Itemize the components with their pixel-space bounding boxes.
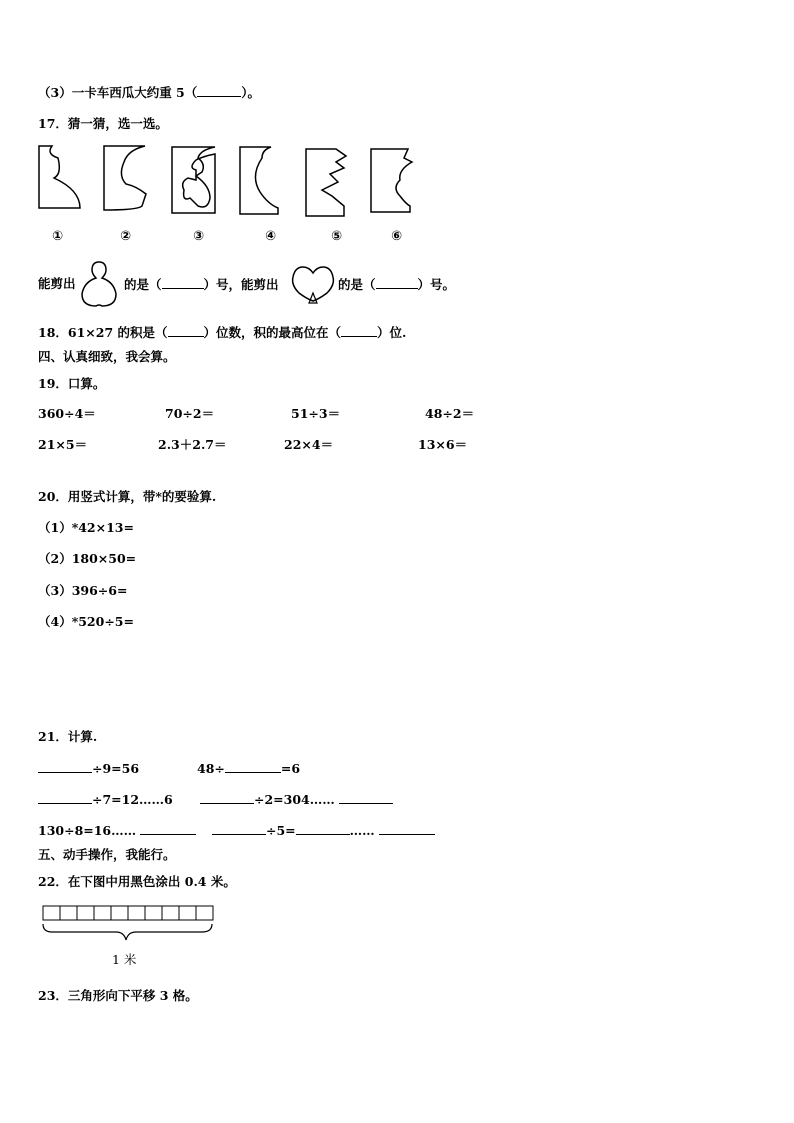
- q19-r2-c2: 2.3＋2.7＝: [158, 437, 227, 452]
- q16-3-text-post: ）。: [241, 85, 261, 100]
- shape-label-1: ①: [52, 229, 64, 244]
- shape-label-5: ⑤: [331, 229, 343, 244]
- q18-text-mid: ）位数，积的最高位在（: [203, 325, 342, 340]
- q22-title: 22．在下图中用黑色涂出 0.4 米。: [38, 874, 236, 889]
- q20-item-2: （2）180×50=: [38, 551, 137, 566]
- meter-cell[interactable]: [179, 906, 196, 920]
- q19-r1-c2: 70÷2＝: [165, 406, 215, 421]
- q23-title: 23．三角形向下平移 3 格。: [38, 988, 198, 1003]
- answer-blank[interactable]: [38, 760, 92, 773]
- cut-paper-shape-1: [39, 146, 80, 208]
- answer-blank[interactable]: [379, 822, 435, 835]
- q19-r2-c4: 13×6＝: [418, 437, 468, 452]
- q21-l3c: ……: [349, 823, 375, 838]
- q21-l3a: 130÷8=16……: [38, 823, 137, 838]
- q21-l2a: ÷7=12……6: [92, 792, 173, 807]
- q21-line3-right: [212, 822, 435, 839]
- q17-answer-line2: [338, 276, 455, 293]
- meter-cell[interactable]: [60, 906, 77, 920]
- cut-paper-shape-2: [104, 146, 146, 210]
- q17-answer-line1: [124, 276, 279, 293]
- spade-shape-icon: [289, 263, 337, 307]
- q21-l2b: ÷2=304……: [254, 792, 335, 807]
- cut-paper-shape-4: [240, 147, 278, 214]
- q17-paper-shapes: [0, 0, 794, 260]
- q17-answer-post: ）号。: [417, 277, 456, 292]
- q17-title: 17．猜一猜，选一选。: [38, 116, 168, 131]
- section-4-heading: 四、认真细致，我会算。: [38, 349, 176, 364]
- q18-text-post: ）位.: [377, 325, 407, 340]
- q18-text-pre: 18．61×27 的积是（: [38, 325, 168, 340]
- answer-blank[interactable]: [341, 324, 377, 337]
- answer-blank[interactable]: [140, 822, 196, 835]
- meter-cell[interactable]: [94, 906, 111, 920]
- answer-blank[interactable]: [162, 276, 204, 289]
- answer-blank[interactable]: [225, 760, 281, 773]
- meter-brace: [43, 924, 212, 940]
- q21-l3b: ÷5=: [266, 823, 296, 838]
- q19-r2-c1: 21×5＝: [38, 437, 88, 452]
- answer-blank[interactable]: [200, 791, 254, 804]
- q21-line2-left: [38, 791, 173, 808]
- meter-cell[interactable]: [43, 906, 60, 920]
- q17-answer-mid3: 的是（: [338, 277, 376, 292]
- cut-paper-shape-6: [371, 149, 412, 212]
- q17-answer-mid1: 的是（: [124, 277, 162, 292]
- q20-item-3: （3）396÷6=: [38, 583, 128, 598]
- answer-blank[interactable]: [38, 791, 92, 804]
- q21-line2-right: [200, 791, 393, 808]
- q20-title: 20．用竖式计算，带*的要验算.: [38, 489, 217, 504]
- cut-paper-shape-3: [172, 147, 215, 213]
- answer-blank[interactable]: [339, 791, 393, 804]
- gourd-shape-icon: [76, 260, 122, 310]
- q21-title: 21．计算.: [38, 729, 98, 744]
- q19-r2-c3: 22×4＝: [284, 437, 334, 452]
- answer-blank[interactable]: [376, 276, 418, 289]
- meter-length-label: 1 米: [112, 952, 137, 967]
- answer-blank[interactable]: [168, 324, 204, 337]
- q18-line: [38, 324, 406, 341]
- q20-item-4: （4）*520÷5=: [38, 614, 134, 629]
- shape-label-6: ⑥: [391, 229, 403, 244]
- q19-r1-c1: 360÷4＝: [38, 406, 96, 421]
- q21-line3-left: [38, 822, 196, 839]
- meter-bar-diagram: [40, 904, 220, 944]
- shape-label-3: ③: [193, 229, 205, 244]
- cut-paper-shape-5: [306, 149, 346, 216]
- q21-line1-right: [197, 760, 300, 777]
- shape-label-2: ②: [120, 229, 132, 244]
- meter-cell[interactable]: [196, 906, 213, 920]
- q21-l1c: =6: [280, 761, 301, 776]
- q19-r1-c3: 51÷3＝: [291, 406, 341, 421]
- q21-line1-left: [38, 760, 139, 777]
- meter-cell[interactable]: [162, 906, 179, 920]
- meter-cell[interactable]: [111, 906, 128, 920]
- q21-l1b: 48÷: [197, 761, 225, 776]
- section-5-heading: 五、动手操作，我能行。: [38, 847, 176, 862]
- q17-answer-mid2: ）号，能剪出: [203, 277, 279, 292]
- answer-blank[interactable]: [296, 822, 350, 835]
- meter-cell[interactable]: [145, 906, 162, 920]
- meter-cell[interactable]: [128, 906, 145, 920]
- q20-item-1: （1）*42×13=: [38, 520, 134, 535]
- q19-r1-c4: 48÷2＝: [425, 406, 475, 421]
- q17-answer-pre: 能剪出: [38, 276, 76, 291]
- q19-title: 19．口算。: [38, 376, 106, 391]
- q16-3-text-pre: （3）一卡车西瓜大约重 5（: [38, 85, 198, 100]
- answer-blank[interactable]: [212, 822, 266, 835]
- meter-cell[interactable]: [77, 906, 94, 920]
- shape-label-4: ④: [265, 229, 277, 244]
- q21-l1a: ÷9=56: [92, 761, 140, 776]
